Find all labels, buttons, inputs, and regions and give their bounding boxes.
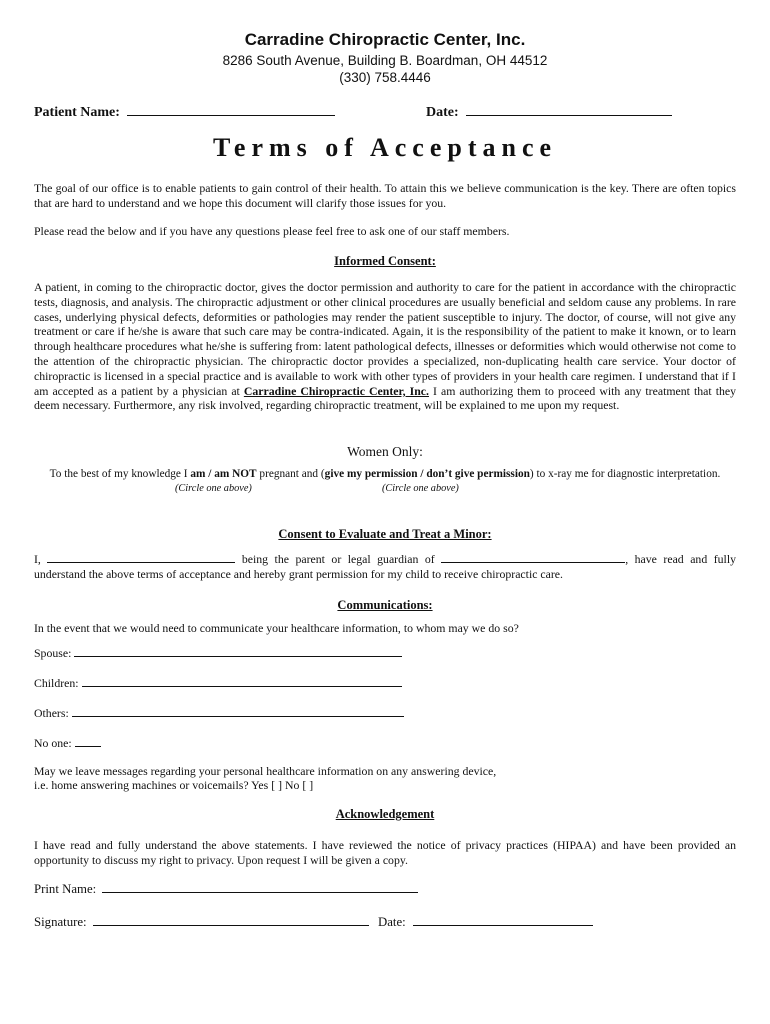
date-row (426, 103, 672, 121)
spouse-field[interactable] (74, 644, 402, 657)
intro-paragraph-2: Please read the below and if you have any questions please feel free to ask one of our staff members. (34, 224, 510, 238)
signature-row (34, 913, 593, 930)
informed-consent-paragraph (34, 280, 736, 413)
no-one-field[interactable] (75, 734, 101, 747)
minor-text-1: I, (34, 552, 48, 566)
guardian-name-field[interactable] (47, 550, 235, 563)
informed-consent-heading: Informed Consent: (334, 254, 436, 268)
print-name-label: Print Name: (34, 882, 97, 896)
org-reference: Carradine Chiropractic Center, Inc. (243, 383, 429, 398)
intro-paragraph-1: The goal of our office is to enable patients to gain control of their health. To attain this we believe communication is the key. There are often topics that are hard to understand and we hope this document will clarify those issues for you. (34, 181, 736, 210)
minor-consent-paragraph (34, 550, 736, 582)
date-label: Date: (426, 105, 459, 120)
date-field[interactable] (466, 103, 672, 116)
women-only-heading: Women Only: (347, 444, 423, 459)
patient-name-label: Patient Name: (34, 105, 120, 120)
spouse-row (34, 644, 402, 661)
patient-name-field[interactable] (127, 103, 335, 116)
acknowledgement-heading: Acknowledgement (335, 807, 435, 821)
document-title: Terms of Acceptance (212, 133, 558, 162)
others-row (34, 704, 404, 721)
women-only-statement (0, 468, 770, 480)
messages-question-line-2[interactable]: i.e. home answering machines or voicemails? Yes [ ] No [ ] (34, 778, 314, 792)
others-field[interactable] (72, 704, 404, 717)
women-only-text-1: To the best of my knowledge I (49, 468, 191, 480)
print-name-field[interactable] (102, 880, 418, 893)
minor-text-3: , have read and fully understand the above terms of acceptance and hereby grant permission for my child to receive chiropractic care. (34, 552, 736, 581)
children-row (34, 674, 402, 691)
child-name-field[interactable] (441, 550, 625, 563)
print-name-row (34, 880, 418, 897)
signature-label: Signature: (34, 915, 87, 929)
signature-field[interactable] (93, 913, 369, 926)
spouse-label: Spouse: (34, 646, 72, 660)
informed-consent-text-1: A patient, in coming to the chiropractic doctor, gives the doctor permission and authority to care for the patient in accordance with the chiropractic tests, diagnosis, and analysis. The chiropractic adjustment or other clinical procedures are usually beneficial and seldom cause any problems. In rare cases, underlying physical defects, deformities or pathologies may render the patient susceptible to injury. The doctor, of course, will not give any treatment or care if he/she is aware that such care may be contra-indicated. Again, it is the responsibility of the patient to make it known, or to learn through healthcare procedures what he/she is suffering from: latent pathological defects, illnesses or deformities which would otherwise not come to the attention of the chiropractic physician. The chiropractic doctor provides a specialized, non-duplicating health care service. Your doctor of chiropractic is licensed in a special practice and is available to work with other types of providers in your health care regimen. I understand that if I am accepted as a patient by a physician at (34, 280, 736, 398)
minor-consent-heading: Consent to Evaluate and Treat a Minor: (278, 527, 492, 541)
no-one-label: No one: (34, 736, 72, 750)
messages-question-line-1: May we leave messages regarding your personal healthcare information on any answering device, (34, 764, 497, 778)
children-field[interactable] (82, 674, 402, 687)
xray-permission-choice[interactable]: give my permission / don’t give permission (324, 468, 530, 480)
women-only-text-3: ) to x-ray me for diagnostic interpretation. (529, 468, 721, 480)
communications-heading: Communications: (337, 598, 433, 612)
signature-date-label: Date: (378, 915, 406, 929)
minor-text-2: being the parent or legal guardian of (235, 552, 442, 566)
no-one-row (34, 734, 101, 751)
org-name: Carradine Chiropractic Center, Inc. (244, 30, 526, 49)
circle-note-1: (Circle one above) (175, 483, 252, 494)
others-label: Others: (34, 706, 69, 720)
women-only-text-2: pregnant and ( (256, 468, 325, 480)
signature-date-field[interactable] (413, 913, 593, 926)
children-label: Children: (34, 676, 79, 690)
org-phone: (330) 758.4446 (339, 70, 431, 85)
org-address: 8286 South Avenue, Building B. Boardman, OH 44512 (222, 53, 548, 68)
patient-name-row (34, 103, 335, 121)
acknowledgement-paragraph: I have read and fully understand the above statements. I have reviewed the notice of privacy practices (HIPAA) and have been provided an opportunity to discuss my right to privacy. Upon request I will be given a copy. (34, 838, 736, 867)
pregnancy-choice[interactable]: am / am NOT (190, 468, 257, 480)
informed-consent-text-2: I am authorizing them to proceed with any treatment that they deem necessary. Furthermore, any risk involved, regarding chiropractic treatment, will be explained to me upon my request. (34, 383, 737, 413)
circle-note-2: (Circle one above) (382, 483, 459, 494)
communications-intro: In the event that we would need to communicate your healthcare information, to whom may we do so? (34, 621, 519, 635)
